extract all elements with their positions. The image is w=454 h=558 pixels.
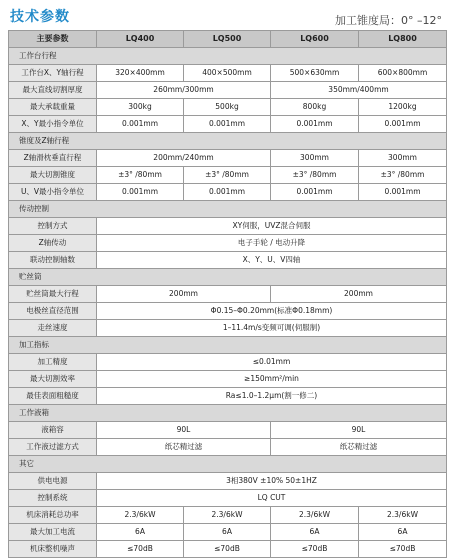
- param-value: 0.001mm: [359, 116, 447, 133]
- param-label: 加工精度: [9, 354, 97, 371]
- section-row: [9, 48, 447, 65]
- section-row: [9, 133, 447, 150]
- param-value: 600×800mm: [359, 65, 447, 82]
- param-label: 最大直线切割厚度: [9, 82, 97, 99]
- param-value: ≤70dB: [271, 541, 359, 558]
- param-label: 贮丝筒最大行程: [9, 286, 97, 303]
- param-value: 2.3/6kW: [97, 507, 184, 524]
- param-value: 300mm: [359, 150, 447, 167]
- param-value: 500×630mm: [271, 65, 359, 82]
- param-label: 工作台X、Y轴行程: [9, 65, 97, 82]
- column-header: LQ400: [97, 31, 184, 48]
- section-row: [9, 201, 447, 218]
- table-header-row: [9, 31, 447, 48]
- param-value: ±3° /80mm: [184, 167, 271, 184]
- cone-angle-range: 加工锥度局：0° –12°: [335, 14, 442, 27]
- param-value: 0.001mm: [359, 184, 447, 201]
- param-value: Ra≤1.0–1.2μm(割一修二): [97, 388, 447, 405]
- spec-table-body: [9, 31, 447, 558]
- param-value: 90L: [271, 422, 447, 439]
- param-value: 2.3/6kW: [184, 507, 271, 524]
- param-value: 2.3/6kW: [359, 507, 447, 524]
- spec-table: [8, 30, 447, 558]
- table-row: [9, 473, 447, 490]
- section-title: 工作液箱: [9, 405, 447, 422]
- param-value: ±3° /80mm: [271, 167, 359, 184]
- table-row: [9, 541, 447, 558]
- param-value: 200mm: [271, 286, 447, 303]
- table-row: [9, 286, 447, 303]
- column-header: LQ500: [184, 31, 271, 48]
- param-label: 最大承载重量: [9, 99, 97, 116]
- param-value: XY伺服，UVZ混合伺服: [97, 218, 447, 235]
- table-row: [9, 490, 447, 507]
- param-label: 控制方式: [9, 218, 97, 235]
- section-title: 传动控制: [9, 201, 447, 218]
- param-value: ≤0.01mm: [97, 354, 447, 371]
- param-label: 电极丝直径范围: [9, 303, 97, 320]
- param-value: 0.001mm: [271, 116, 359, 133]
- section-title: 锥度及Z轴行程: [9, 133, 447, 150]
- param-value: 200mm: [97, 286, 271, 303]
- page-header: [8, 4, 448, 26]
- section-row: [9, 269, 447, 286]
- param-label: 供电电源: [9, 473, 97, 490]
- section-title: 加工指标: [9, 337, 447, 354]
- table-row: [9, 303, 447, 320]
- table-row: [9, 184, 447, 201]
- param-value: 6A: [359, 524, 447, 541]
- param-value: 1–11.4m/s变频可调(伺服制): [97, 320, 447, 337]
- param-label: 液箱容: [9, 422, 97, 439]
- param-value: 6A: [97, 524, 184, 541]
- param-value: 3相380V ±10% 50±1HZ: [97, 473, 447, 490]
- param-value: 400×500mm: [184, 65, 271, 82]
- table-row: [9, 167, 447, 184]
- param-value: ±3° /80mm: [97, 167, 184, 184]
- param-value: 0.001mm: [184, 184, 271, 201]
- table-row: [9, 65, 447, 82]
- table-row: [9, 320, 447, 337]
- table-row: [9, 150, 447, 167]
- param-label: 最大切割效率: [9, 371, 97, 388]
- table-row: [9, 371, 447, 388]
- param-value: ≤70dB: [97, 541, 184, 558]
- param-value: 2.3/6kW: [271, 507, 359, 524]
- table-row: [9, 116, 447, 133]
- param-value: 800kg: [271, 99, 359, 116]
- param-value: 纸芯精过滤: [97, 439, 271, 456]
- param-value: 320×400mm: [97, 65, 184, 82]
- param-value: 1200kg: [359, 99, 447, 116]
- table-row: [9, 524, 447, 541]
- param-value: 300mm: [271, 150, 359, 167]
- param-value: 500kg: [184, 99, 271, 116]
- section-title: 其它: [9, 456, 447, 473]
- param-label: X、Y最小指令单位: [9, 116, 97, 133]
- param-value: 电子手轮 / 电动升降: [97, 235, 447, 252]
- param-label: 机床消耗总功率: [9, 507, 97, 524]
- param-value: 300kg: [97, 99, 184, 116]
- param-label: 走丝速度: [9, 320, 97, 337]
- param-label: 控制系统: [9, 490, 97, 507]
- table-row: [9, 354, 447, 371]
- page-title: 技术参数: [10, 9, 70, 25]
- table-row: [9, 235, 447, 252]
- param-label: 最大加工电流: [9, 524, 97, 541]
- param-label: 最大切割锥度: [9, 167, 97, 184]
- param-value: 6A: [184, 524, 271, 541]
- table-row: [9, 82, 447, 99]
- section-row: [9, 456, 447, 473]
- table-row: [9, 439, 447, 456]
- param-label: 机床整机噪声: [9, 541, 97, 558]
- param-value: 200mm/240mm: [97, 150, 271, 167]
- param-value: 90L: [97, 422, 271, 439]
- param-value: ±3° /80mm: [359, 167, 447, 184]
- param-value: ≤70dB: [359, 541, 447, 558]
- param-value: 0.001mm: [97, 116, 184, 133]
- param-value: 0.001mm: [97, 184, 184, 201]
- section-title: 贮丝筒: [9, 269, 447, 286]
- table-row: [9, 507, 447, 524]
- table-row: [9, 422, 447, 439]
- column-header: LQ800: [359, 31, 447, 48]
- param-value: 350mm/400mm: [271, 82, 447, 99]
- param-value: ≥150mm²/min: [97, 371, 447, 388]
- table-row: [9, 252, 447, 269]
- param-value: 0.001mm: [271, 184, 359, 201]
- section-row: [9, 337, 447, 354]
- param-value: 0.001mm: [184, 116, 271, 133]
- param-label: 联动控制轴数: [9, 252, 97, 269]
- section-row: [9, 405, 447, 422]
- param-label: Z轴传动: [9, 235, 97, 252]
- param-value: 260mm/300mm: [97, 82, 271, 99]
- param-value: 6A: [271, 524, 359, 541]
- param-value: Φ0.15–Φ0.20mm(标准Φ0.18mm): [97, 303, 447, 320]
- table-row: [9, 99, 447, 116]
- param-label: 最佳表面粗糙度: [9, 388, 97, 405]
- param-value: 纸芯精过滤: [271, 439, 447, 456]
- table-row: [9, 218, 447, 235]
- param-label: 工作液过滤方式: [9, 439, 97, 456]
- table-row: [9, 388, 447, 405]
- param-value: LQ CUT: [97, 490, 447, 507]
- param-label: Z轴滑枕垂直行程: [9, 150, 97, 167]
- param-value: ≤70dB: [184, 541, 271, 558]
- section-title: 工作台行程: [9, 48, 447, 65]
- column-header: 主要参数: [9, 31, 97, 48]
- column-header: LQ600: [271, 31, 359, 48]
- param-label: U、V最小指令单位: [9, 184, 97, 201]
- param-value: X、Y、U、V四轴: [97, 252, 447, 269]
